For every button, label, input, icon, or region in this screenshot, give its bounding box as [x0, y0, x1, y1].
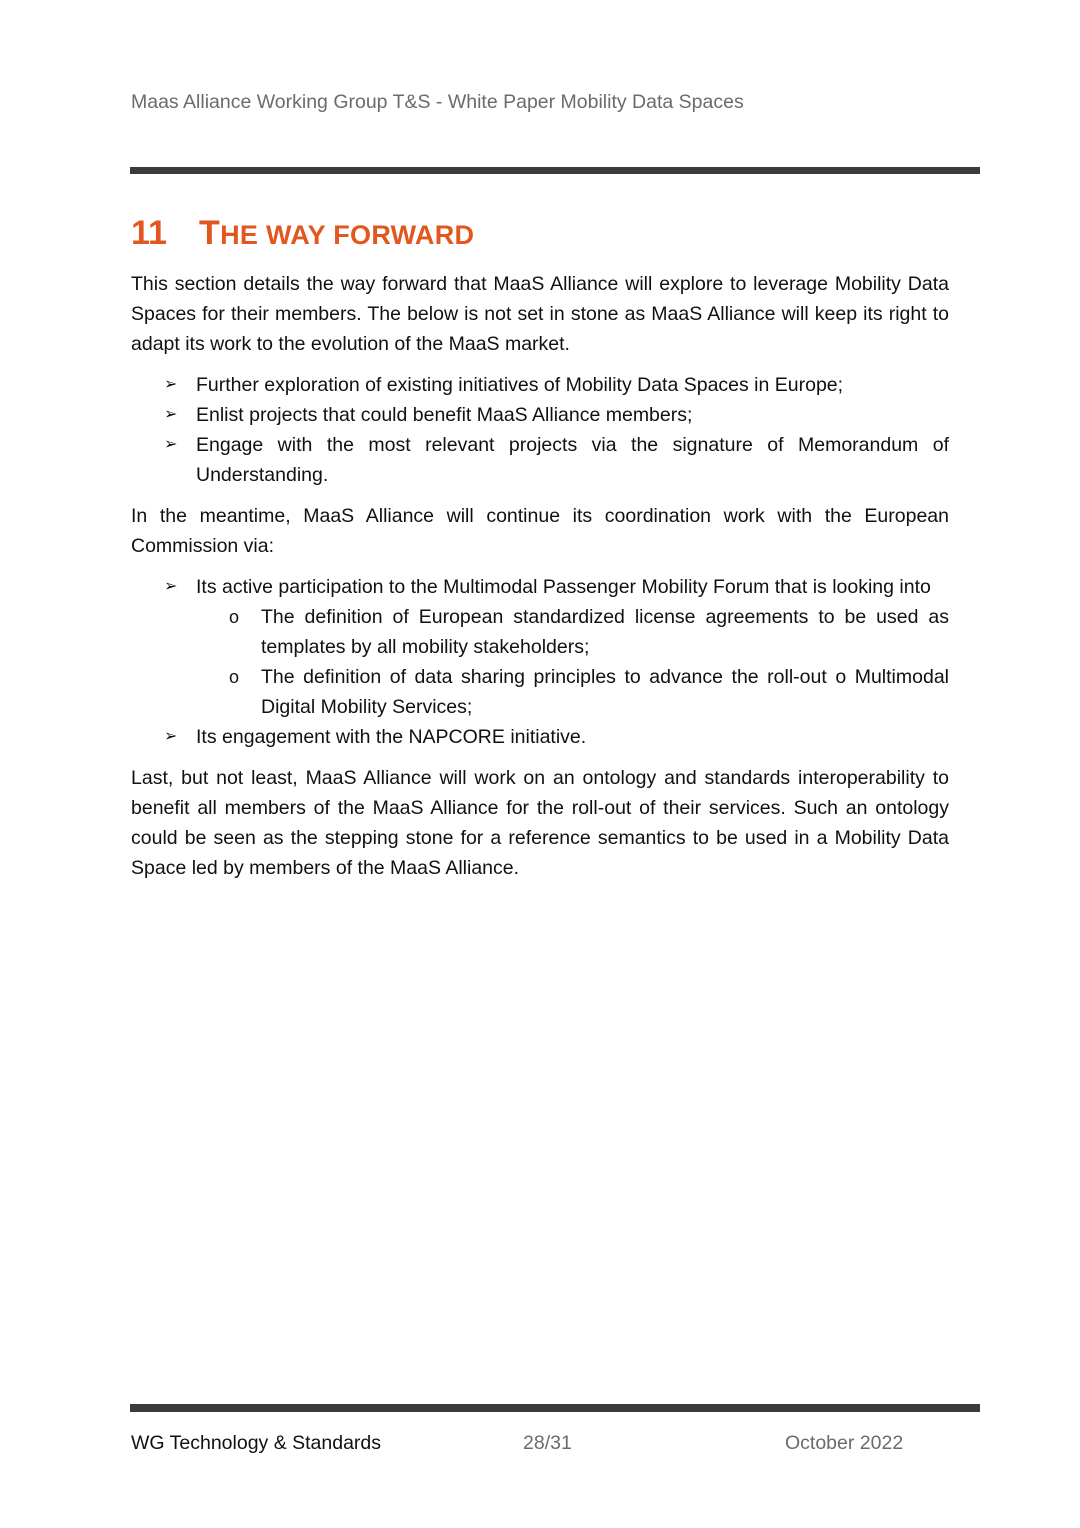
circle-bullet-icon: o [229, 667, 240, 687]
list-item-text: Its active participation to the Multimodal Passenger Mobility Forum that is looking into [196, 576, 931, 598]
sub-list-item [229, 662, 949, 722]
header-divider [130, 167, 980, 174]
list-item-text: Its engagement with the NAPCORE initiative. [196, 726, 587, 748]
closing-paragraph: Last, but not least, MaaS Alliance will work on an ontology and standards interoperability to benefit all members of the MaaS Alliance for the roll-out of their services. Such an ontology could be seen as the stepping stone for a reference semantics to be used in a Mobility Data Space led by members of the MaaS Alliance. [131, 767, 949, 879]
circle-bullet-icon: o [229, 607, 240, 627]
sub-list-item-text: The definition of data sharing principles to advance the roll-out o Multimodal Digital Mobility Services; [261, 666, 949, 718]
sub-list-item [229, 602, 949, 662]
way-forward-list [131, 370, 949, 490]
arrow-bullet-icon: ➢ [164, 578, 178, 595]
sub-list-item-text: The definition of European standardized license agreements to be used as templates by all mobility stakeholders; [261, 606, 949, 658]
meantime-paragraph: In the meantime, MaaS Alliance will continue its coordination work with the European Commission via: [131, 505, 949, 557]
list-item [164, 430, 949, 490]
running-header: Maas Alliance Working Group T&S - White Paper Mobility Data Spaces [131, 91, 744, 113]
list-item [164, 400, 949, 430]
list-item-text: Enlist projects that could benefit MaaS Alliance members; [196, 404, 693, 426]
footer-divider [130, 1404, 980, 1412]
coordination-list [131, 572, 949, 752]
intro-paragraph: This section details the way forward that MaaS Alliance will explore to leverage Mobility Data Spaces for their members. The below is not set in stone as MaaS Alliance will keep its right to adapt its work to the evolution of the MaaS market. [131, 273, 949, 355]
arrow-bullet-icon: ➢ [164, 728, 178, 745]
section-title-rest: HE WAY FORWARD [220, 220, 475, 250]
page-number: 28/31 [523, 1432, 572, 1454]
arrow-bullet-icon: ➢ [164, 406, 178, 423]
section-heading [131, 214, 474, 253]
list-item [164, 722, 949, 752]
sub-list [196, 602, 949, 722]
arrow-bullet-icon: ➢ [164, 376, 178, 393]
footer-group-name: WG Technology & Standards [131, 1432, 382, 1454]
section-title [199, 214, 475, 252]
arrow-bullet-icon: ➢ [164, 436, 178, 453]
section-number: 11 [131, 214, 167, 252]
section-body [131, 269, 949, 894]
list-item [164, 370, 949, 400]
list-item [164, 572, 949, 722]
section-title-initial: T [199, 214, 221, 252]
list-item-text: Further exploration of existing initiatives of Mobility Data Spaces in Europe; [196, 374, 844, 396]
footer-date: October 2022 [785, 1432, 904, 1454]
list-item-text: Engage with the most relevant projects via the signature of Memorandum of Understanding. [196, 434, 949, 486]
